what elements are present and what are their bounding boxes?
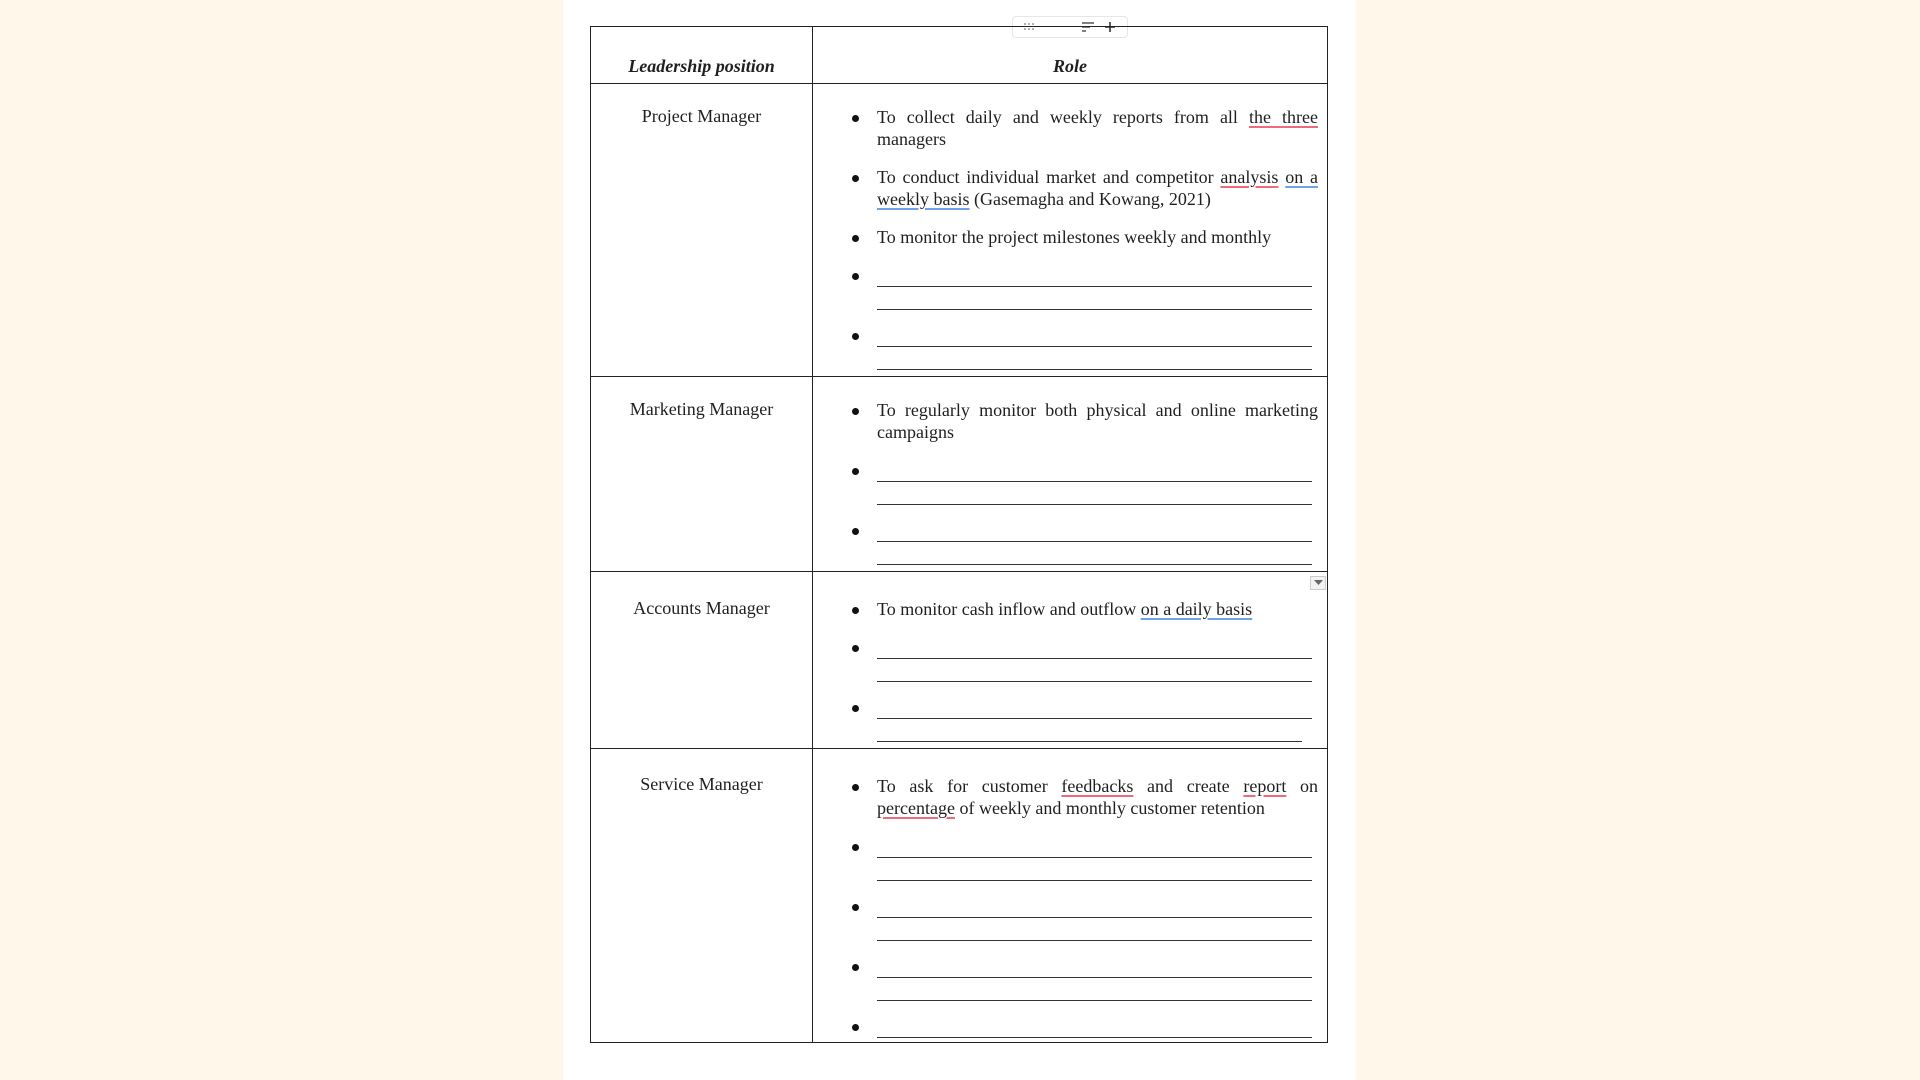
- blank-line: [877, 835, 1312, 858]
- blank-list-item[interactable]: [813, 264, 1318, 310]
- blank-list-item[interactable]: [813, 636, 1318, 682]
- role-text: on: [1286, 776, 1319, 796]
- blank-line: [877, 324, 1312, 347]
- grammar-flag[interactable]: on a weekly basis: [877, 167, 1319, 209]
- table-row: [591, 572, 1328, 749]
- position-label: Service Manager: [640, 774, 763, 794]
- blank-line: [877, 719, 1302, 742]
- blank-line: [877, 482, 1312, 505]
- list-item: [813, 226, 1318, 248]
- blank-line: [877, 895, 1312, 918]
- leadership-role-table: [590, 26, 1328, 1043]
- blank-list-item[interactable]: [813, 835, 1318, 881]
- blank-line: [877, 696, 1312, 719]
- position-cell[interactable]: [591, 572, 813, 749]
- blank-list-item[interactable]: [813, 459, 1318, 505]
- role-list: [813, 106, 1318, 370]
- blank-line: [877, 459, 1312, 482]
- position-label: Project Manager: [641, 106, 762, 126]
- header-leadership-position[interactable]: [591, 27, 813, 84]
- table-row: [591, 84, 1328, 377]
- position-cell[interactable]: [591, 749, 813, 1043]
- role-cell[interactable]: [813, 377, 1328, 572]
- role-list: [813, 775, 1318, 1038]
- spelling-flag[interactable]: analysis: [1220, 167, 1279, 187]
- role-text: To monitor the project milestones weekly and monthly: [877, 227, 1272, 247]
- spelling-flag[interactable]: report: [1243, 776, 1287, 796]
- role-text: managers: [877, 129, 946, 149]
- blank-line: [877, 264, 1312, 287]
- list-item: [813, 106, 1318, 150]
- blank-list-item[interactable]: [813, 324, 1318, 370]
- position-label: Accounts Manager: [633, 598, 770, 618]
- blank-line: [877, 542, 1312, 565]
- header-position-label: Leadership position: [628, 56, 775, 76]
- role-cell[interactable]: [813, 749, 1328, 1043]
- list-item: [813, 598, 1318, 620]
- role-cell[interactable]: [813, 572, 1328, 749]
- table-row: [591, 749, 1328, 1043]
- list-item: [813, 166, 1318, 210]
- position-cell[interactable]: [591, 377, 813, 572]
- position-label: Marketing Manager: [629, 399, 774, 419]
- role-text: To regularly monitor both physical and online marketing campaigns: [877, 400, 1318, 442]
- header-row: [591, 27, 1328, 84]
- role-list: [813, 399, 1318, 565]
- blank-line: [877, 978, 1312, 1001]
- spelling-flag[interactable]: the three: [1248, 107, 1318, 127]
- document-page: [563, 0, 1356, 1080]
- role-list: [813, 598, 1318, 742]
- role-text: To collect daily and weekly reports from all: [877, 107, 1249, 127]
- spelling-flag[interactable]: percentage: [877, 798, 955, 818]
- blank-list-item[interactable]: [813, 895, 1318, 941]
- position-cell[interactable]: [591, 84, 813, 377]
- header-role-label: Role: [1053, 56, 1087, 76]
- blank-line: [877, 659, 1312, 682]
- list-item: [813, 775, 1318, 819]
- role-cell[interactable]: [813, 84, 1328, 377]
- table-row: [591, 377, 1328, 572]
- blank-line: [877, 347, 1312, 370]
- role-text: To monitor cash inflow and outflow: [877, 599, 1141, 619]
- blank-line: [877, 287, 1312, 310]
- list-item: [813, 399, 1318, 443]
- blank-list-item[interactable]: [813, 696, 1318, 742]
- blank-line: [877, 1015, 1312, 1038]
- spelling-flag[interactable]: feedbacks: [1061, 776, 1134, 796]
- blank-line: [877, 955, 1312, 978]
- role-text: and create: [1133, 776, 1244, 796]
- role-text: To ask for customer: [877, 776, 1062, 796]
- role-text: To conduct individual market and competitor: [877, 167, 1221, 187]
- blank-line: [877, 858, 1312, 881]
- blank-line: [877, 519, 1312, 542]
- role-text: of weekly and monthly customer retention: [954, 798, 1265, 818]
- header-role[interactable]: [813, 27, 1328, 84]
- role-text: (Gasemagha and Kowang, 2021): [969, 189, 1211, 209]
- blank-line: [877, 918, 1312, 941]
- blank-list-item[interactable]: [813, 955, 1318, 1001]
- blank-line: [877, 636, 1312, 659]
- blank-list-item[interactable]: [813, 1015, 1318, 1038]
- grammar-flag[interactable]: on a daily basis: [1140, 599, 1253, 619]
- blank-list-item[interactable]: [813, 519, 1318, 565]
